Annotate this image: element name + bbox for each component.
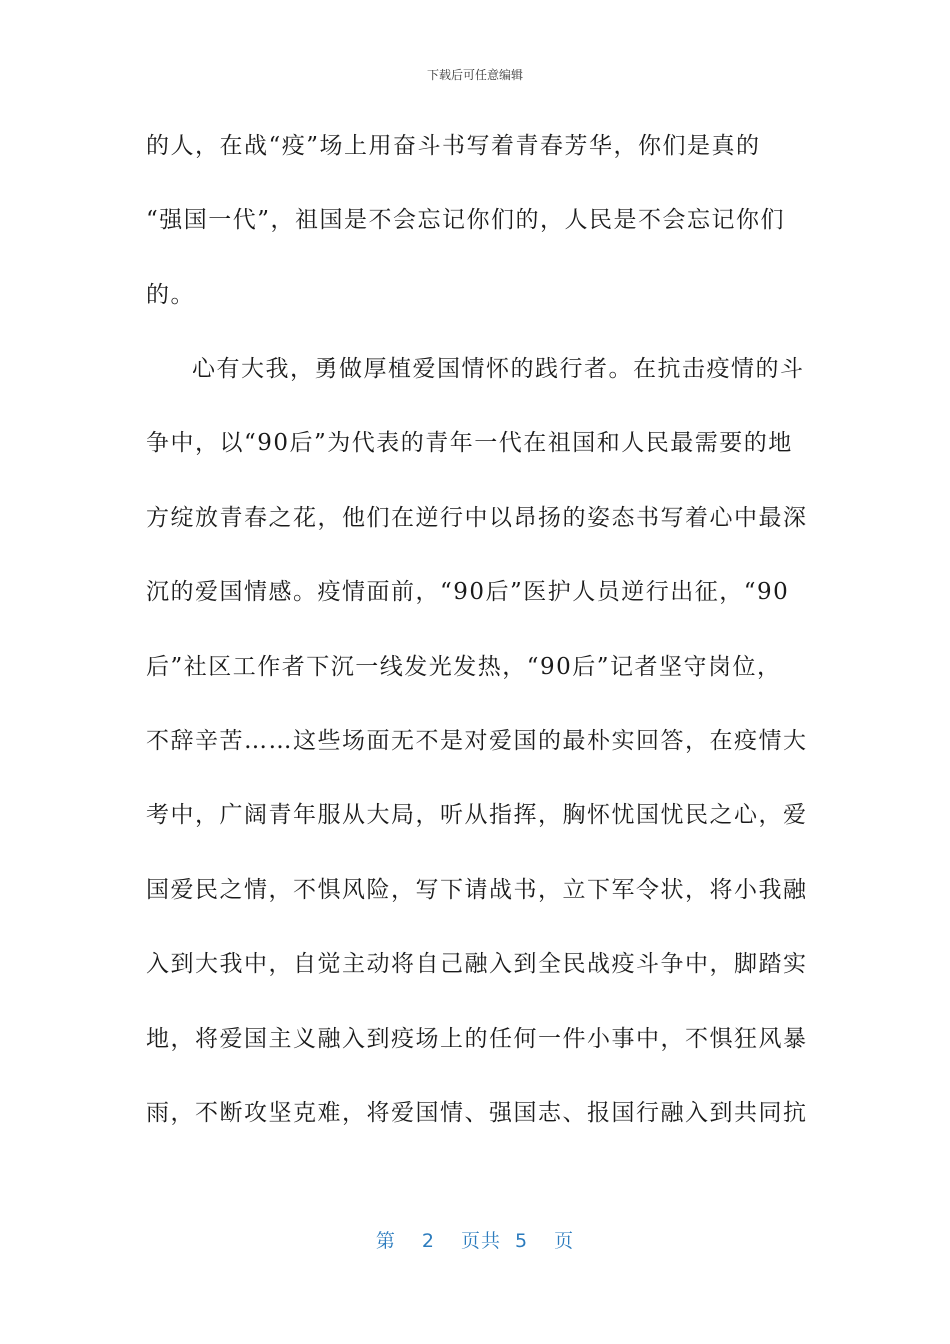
text-line-10: 考中，广阔青年服从大局，听从指挥，胸怀忧国忧民之心，爱 bbox=[146, 802, 808, 828]
text-line-8: 后”社区工作者下沉一线发光发热，“90后”记者坚守岗位， bbox=[146, 654, 782, 680]
text-line-9: 不辞辛苦……这些场面无不是对爱国的最朴实回答，在疫情大 bbox=[146, 728, 808, 754]
text-line-6: 方绽放青春之花，他们在逆行中以昂扬的姿态书写着心中最深 bbox=[146, 505, 808, 531]
text-line-7: 沉的爱国情感。疫情面前，“90后”医护人员逆行出征，“90 bbox=[146, 579, 790, 605]
text-line-3: 的。 bbox=[146, 282, 195, 308]
footer-middle: 页共 bbox=[460, 1230, 501, 1252]
footer-total-pages: 5 bbox=[515, 1230, 529, 1252]
text-line-12: 入到大我中，自觉主动将自己融入到全民战疫斗争中，脚踏实 bbox=[146, 951, 808, 977]
header-note: 下载后可任意编辑 bbox=[426, 68, 523, 82]
text-line-1: 的人，在战“疫”场上用奋斗书写着青春芳华，你们是真的 bbox=[146, 133, 761, 159]
text-line-5: 争中，以“90后”为代表的青年一代在祖国和人民最需要的地 bbox=[146, 430, 793, 456]
text-line-2: “强国一代”，祖国是不会忘记你们的，人民是不会忘记你们 bbox=[146, 207, 786, 233]
text-line-13: 地，将爱国主义融入到疫场上的任何一件小事中，不惧狂风暴 bbox=[146, 1026, 808, 1052]
page-footer bbox=[0, 1226, 950, 1253]
text-line-11: 国爱民之情，不惧风险，写下请战书，立下军令状，将小我融 bbox=[146, 877, 808, 903]
footer-suffix: 页 bbox=[554, 1230, 575, 1252]
text-line-14: 雨，不断攻坚克难，将爱国情、强国志、报国行融入到共同抗 bbox=[146, 1100, 808, 1126]
footer-prefix: 第 bbox=[375, 1230, 396, 1252]
footer-page-number: 2 bbox=[421, 1230, 435, 1252]
paragraph-start-line: 心有大我，勇做厚植爱国情怀的践行者。在抗击疫情的斗 bbox=[192, 356, 805, 382]
